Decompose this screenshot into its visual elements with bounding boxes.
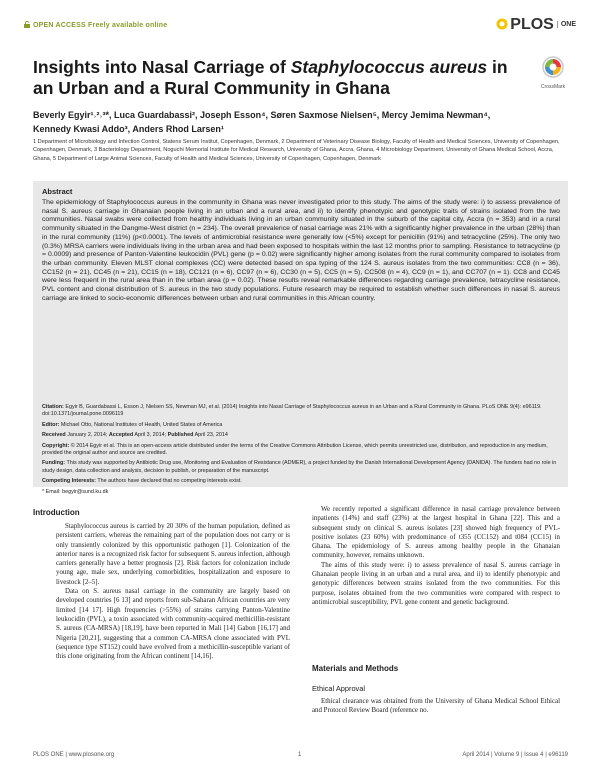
abstract-text: The epidemiology of Staphylococcus aureus in the community in Ghana was never investigated prior to this study. The aims of the study were: i) to assess prevalence of nasal S. aureus carriage in Ghanaian people living in an urban and a rural area, and ii) to identify phenotypic and genotypic traits of strains isolated from the two communities. Nasal swabs were collected from healthy individuals living in an urban community situated in the suburb of the capital city, Accra (n = 353) and in a rural community situated in the Dangme-West district (n = 234). The overall prevalence of nasal carriage was 21% with a significantly higher prevalence in the urban (28%) than in the rural community (11%) (p<0.0001). The levels of antimicrobial resistance were generally low (<5%) except for penicillin (91%) and tetracycline (25%). The only two (0.3%) MRSA carriers were individuals living in the urban area and had been exposed to hospitals within the last 12 months prior to sampling. Resistance to tetracycline (p = 0.0009) and presence of Panton-Valentine leukocidin (PVL) gene (p = 0.02) were significantly higher among isolates from the rural community compared to isolates from the urban community. Eleven MLST clonal complexes (CC) were detected based on spa typing of the 124 S. aureus isolates from the two communities: CC8 (n = 36), CC152 (n = 21), CC45 (n = 21), CC15 (n = 18), CC121 (n = 6), CC97 (n = 6), CC30 (n = 5), CC5 (n = 5), CC508 (n = 4), CC9 (n = 1), and CC707 (n = 1). CC8 and CC45 were less frequent in the rural area than in the urban area (p = 0.02). These results reveal remarkable differences regarding carriage prevalence, tetracycline resistance, PVL content and clonal distribution of S. aureus in the two study populations. Future research may be required to establish whether such differences in nasal S. aureus carriage are linked to socio-economic differences between urban and rural communities in this African country. xyxy=(42,199,560,302)
abstract-heading: Abstract xyxy=(42,187,73,196)
intro-paragraph-1: Staphylococcus aureus is carried by 20 30% of the human population, defined as persistent carriers, whereas the remaining part of the population does not carry or is only transiently colonized by this opportunistic pathogen [1]. Colonization of the anterior nares is a recognized risk factor for subsequent S. aureus infection, although carriers generally have a better prognosis [2]. Risk factors for colonization include young age, male sex, underlying comorbidities, hospitalization and exposure to livestock [2–5]. xyxy=(56,523,290,586)
title-part-1: Insights into Nasal Carriage of xyxy=(33,57,291,77)
contact-email[interactable]: * Email: begyir@sund.ku.dk xyxy=(42,488,109,495)
open-lock-icon xyxy=(24,21,30,28)
methods-column xyxy=(312,697,560,716)
title-part-2: in an Urban and a Rural Community in Ghana xyxy=(33,57,508,98)
crossmark-label: CrossMark xyxy=(540,84,566,90)
authors-line-2: Kennedy Kwasi Addo³, Anders Rhod Larsen¹ xyxy=(33,124,224,134)
plos-logo-icon xyxy=(496,17,508,31)
editor: Editor: Michael Otto, National Institutes of Health, United States of America xyxy=(42,421,223,428)
crossmark-badge[interactable] xyxy=(533,56,573,90)
subsection-heading-ethics: Ethical Approval xyxy=(312,684,365,693)
intro-paragraph-4: The aims of this study were: i) to assess prevalence of nasal S. aureus carriage in Ghanaian people living in an urban and a rural area, and ii) to identify phenotypic and genotypic differences between strains isolated from the two communities. For this purpose, isolates obtained from the two communities were compared with respect to antimicrobial susceptibility, PVL gene content and genetic background. xyxy=(312,561,560,606)
footer-journal: PLOS ONE | www.plosone.org xyxy=(33,752,115,758)
journal-logo xyxy=(496,16,576,34)
dates: Received January 2, 2014; Accepted April 3, 2014; Published April 23, 2014 xyxy=(42,432,228,439)
section-heading-methods: Materials and Methods xyxy=(312,664,399,673)
section-heading-introduction: Introduction xyxy=(33,508,80,517)
intro-paragraph-3: We recently reported a significant difference in nasal carriage prevalence between inpatients (14%) and staff (23%) at the largest hospital in Ghana [22]. This and a subsequent study on clinical S. aureus isolates [23] showed high frequency of PVL-positive isolates (23 60%) with predominance of t355 (CC152) and t084 (CC15) in Ghana. The epidemiology of S. aureus among healthy people in the Ghanaian community, however, remains unknown. xyxy=(312,506,560,560)
article-metadata xyxy=(42,404,560,499)
open-access-label: OPEN ACCESS Freely available online xyxy=(33,22,168,29)
intro-column-right xyxy=(312,505,560,607)
citation: Citation: Egyir B, Guardabassi L, Esson J, Nielsen SS, Newman MJ, et al. (2014) Insights into Nasal Carriage of Staphylococcus aureus in an Urban and a Rural Community in Ghana. PLoS ONE 9(4): e96119. doi:10.1371/journal.pone.0096119 xyxy=(42,404,542,418)
copyright: Copyright: © 2014 Egyir et al. This is an open-access article distributed under the terms of the Creative Commons Attribution License, which permits unrestricted use, distribution, and reproduction in any medium, provided the original author and source are credited. xyxy=(42,442,548,457)
page-number: 1 xyxy=(298,752,302,758)
funding: Funding: This study was supported by Antibiotic Drug use, Monitoring and Evaluation of Resistance (ADMER), a project funded by the Danish International Development Agency (DANIDA). The funders had no role in study design, data collection and analysis, decision to publish, or preparation of the manuscript. xyxy=(42,460,557,474)
footer-issue: April 2014 | Volume 9 | Issue 4 | e96119 xyxy=(462,752,568,758)
title-species: Staphylococcus aureus xyxy=(290,57,488,77)
journal-logo-text: PLOS xyxy=(510,16,554,33)
intro-paragraph-2: Data on S. aureus nasal carriage in the community are largely based on developed countries [6 13] and reports from sub-Saharan African countries are very limited [14 17]. High frequencies (>55%) of strains carrying Panton-Valentine leukocidin (PVL), a toxin associated with community-acquired methicillin-resistant S. aureus (CA-MRSA) [18,19], have been reported in Mali [14] Gabon [16,17] and Nigeria [20,21], suggesting that a common CA-MRSA clone associated with PVL (sequence type ST152) could have evolved from a methicillin-susceptible variant of this clone originating from the African continent [14,16]. xyxy=(56,588,290,661)
authors-line-1: Beverly Egyir¹˒²˒³*, Luca Guardabassi², Joseph Esson⁴, Søren Saxmose Nielsen⁵, Mercy Jemima Newman⁴, xyxy=(33,110,491,120)
open-access-badge xyxy=(24,21,167,29)
affiliations: 1 Department of Microbiology and Infection Control, Statens Serum Institut, Copenhagen, Denmark, 2 Department of Veterinary Disease Biology, Faculty of Health and Medical Sciences, University of Copenhagen, Copenhagen, Denmark, 3 Bacteriology Department, Noguchi Memorial Institute for Medical Research, University of Ghana, Accra, Ghana, 4 Microbiology Department, University of Ghana Medical School, Accra, Ghana, 5 Department of Large Animal Sciences, Faculty of Health and Medical Sciences, University of Copenhagen, Copenhagen, Denmark xyxy=(33,139,560,162)
crossmark-icon xyxy=(542,56,564,78)
competing-interests: Competing Interests: The authors have declared that no competing interests exist. xyxy=(42,478,242,485)
journal-header xyxy=(24,16,576,38)
intro-column-left xyxy=(56,522,290,661)
ethics-paragraph: Ethical clearance was obtained from the University of Ghana Medical School Ethical and Protocol Review Board (reference no. xyxy=(312,698,560,715)
article-title xyxy=(33,57,523,99)
journal-logo-sub: ONE xyxy=(557,21,576,28)
author-list xyxy=(33,108,553,136)
